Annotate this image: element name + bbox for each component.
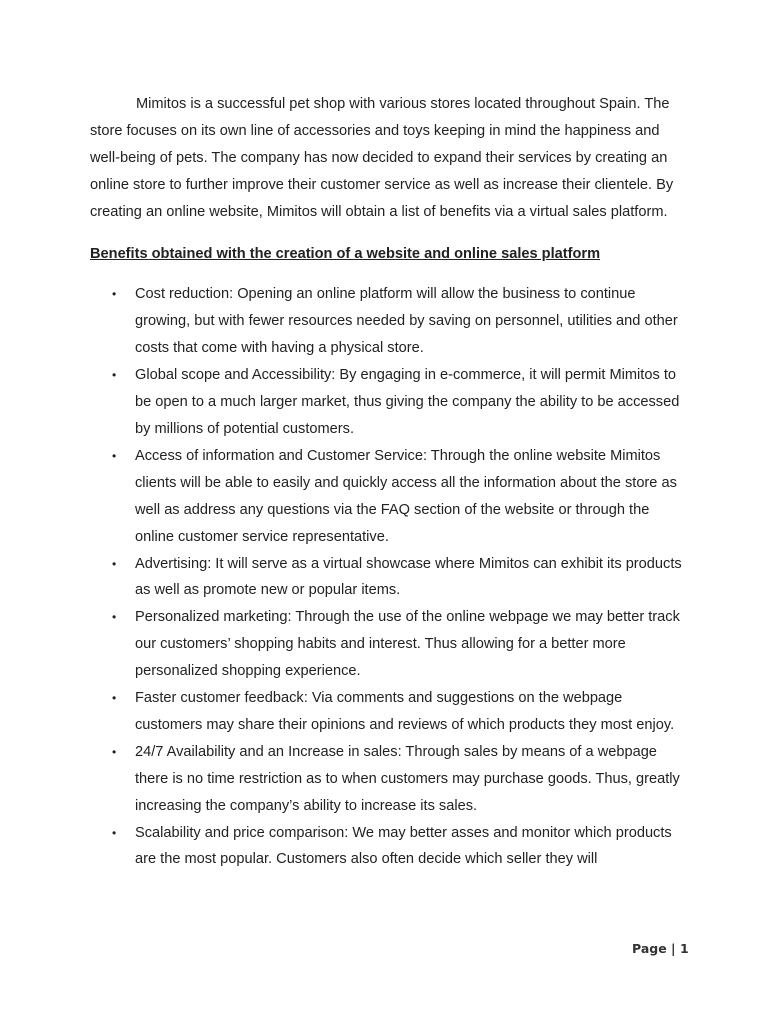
list-item bbox=[90, 362, 690, 443]
list-item bbox=[90, 604, 690, 685]
bullet-icon: • bbox=[112, 825, 117, 840]
bullet-icon: • bbox=[112, 691, 117, 706]
list-item bbox=[90, 551, 690, 605]
bullet-icon: • bbox=[112, 448, 117, 463]
bullet-icon: • bbox=[112, 368, 117, 383]
list-item-text: Global scope and Accessibility: By engaging in e-commerce, it will permit Mimitos to be open to a much larger market, thus giving the company the ability to be accessed by millions of potential customers. bbox=[135, 367, 680, 437]
list-item bbox=[90, 281, 690, 362]
bullet-icon: • bbox=[112, 610, 117, 625]
bullet-icon: • bbox=[112, 287, 117, 302]
list-item-text: Scalability and price comparison: We may better asses and monitor which products are the most popular. Customers also often decide which seller they will bbox=[135, 824, 672, 868]
list-item bbox=[90, 739, 690, 820]
list-item-text: Personalized marketing: Through the use of the online webpage we may better track our customers’ shopping habits and interest. Thus allowing for a better more personalized shopping experience. bbox=[135, 609, 680, 680]
list-item bbox=[90, 443, 690, 551]
benefits-list bbox=[90, 281, 690, 873]
list-item-text: Access of information and Customer Service: Through the online website Mimitos clients will be able to easily and quickly access all the information about the store as well as address any questions via the FAQ section of the website or through the online customer service representative. bbox=[135, 447, 677, 545]
list-item-text: Advertising: It will serve as a virtual showcase where Mimitos can exhibit its products as well as promote new or popular items. bbox=[135, 555, 682, 599]
intro-paragraph: Mimitos is a successful pet shop with various stores located throughout Spain. The store focuses on its own line of accessories and toys keeping in mind the happiness and well-being of pets. The company has now decided to expand their services by creating an online store to further improve their customer service as well as increase their clientele. By creating an online website, Mimitos will obtain a list of benefits via a virtual sales platform. bbox=[90, 96, 674, 220]
list-item-text: Faster customer feedback: Via comments and suggestions on the webpage customers may share their opinions and reviews of which products they most enjoy. bbox=[135, 690, 675, 733]
bullet-icon: • bbox=[112, 744, 117, 759]
section-heading: Benefits obtained with the creation of a website and online sales platform bbox=[90, 245, 601, 262]
list-item bbox=[90, 685, 690, 739]
bullet-icon: • bbox=[112, 556, 117, 571]
list-item-text: 24/7 Availability and an Increase in sales: Through sales by means of a webpage there is no time restriction as to when customers may purchase goods. Thus, greatly increasing the company’s ability to increase its sales. bbox=[135, 743, 680, 814]
list-item bbox=[90, 820, 690, 874]
list-item-text: Cost reduction: Opening an online platform will allow the business to continue growing, but with fewer resources needed by saving on personnel, utilities and other costs that come with having a physical store. bbox=[135, 286, 678, 357]
document-page bbox=[90, 91, 690, 873]
page-number-footer: Page | 1 bbox=[632, 941, 689, 956]
